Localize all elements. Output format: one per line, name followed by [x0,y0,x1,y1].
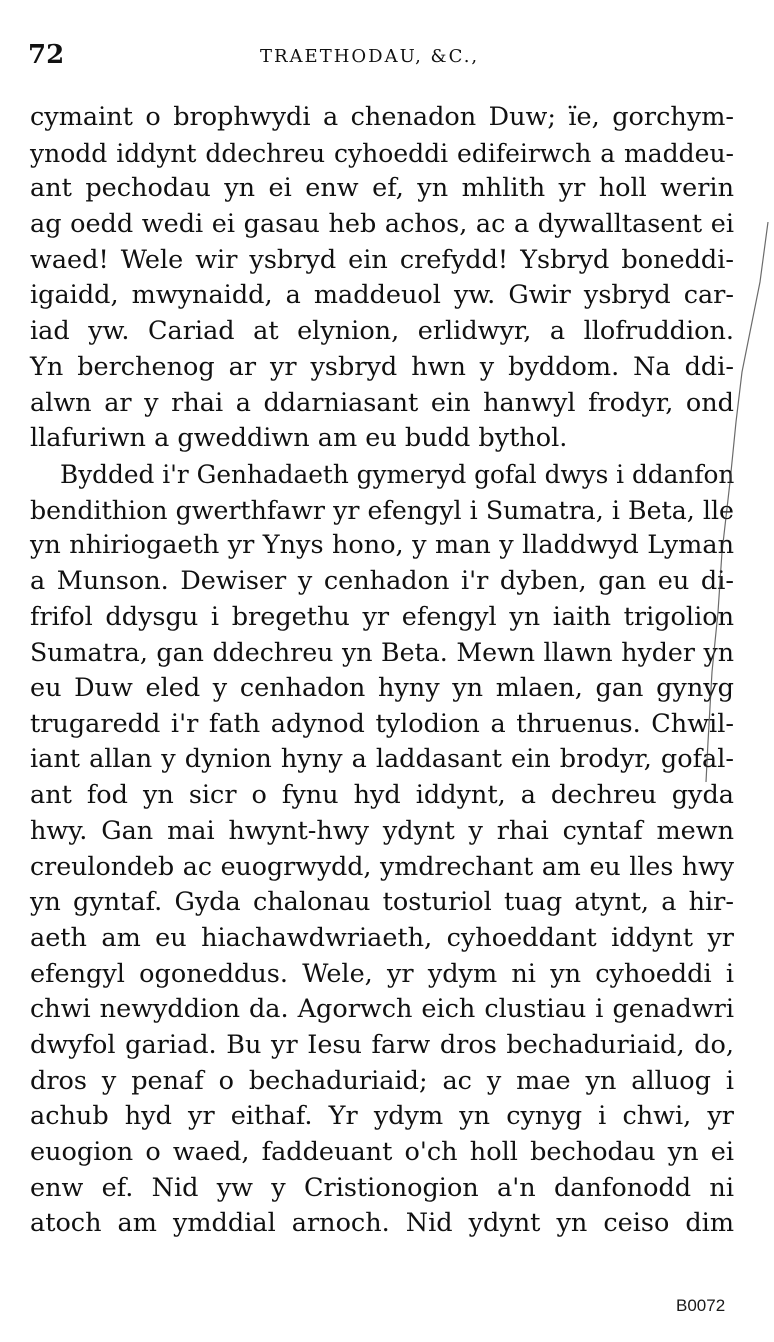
text-line: creulondeb ac euogrwydd, ymdrechant am eu lles hwy [30,852,734,882]
body-text [30,100,734,1242]
text-line: hwy. Gan mai hwynt-hwy ydynt y rhai cyntaf mewn [30,815,734,846]
text-line: aeth am eu hiachawdwriaeth, cyhoeddant iddynt yr [30,922,734,953]
page-number: 72 [28,40,65,70]
text-line: trugaredd i'r fath adynod tylodion a thruenus. Chwil- [30,708,734,739]
text-line: achub hyd yr eithaf. Yr ydym yn cynyg i chwi, yr [30,1101,734,1132]
text-line: efengyl ogoneddus. Wele, yr ydym ni yn cyhoeddi i [30,958,734,989]
text-line: Sumatra, gan ddechreu yn Beta. Mewn llawn hyder yn [30,638,734,668]
text-line: frifol ddysgu i bregethu yr efengyl yn iaith trigolion [30,601,734,632]
archive-stamp: B0072 [676,1296,726,1315]
paragraph-1 [30,100,734,457]
text-line: dwyfol gariad. Bu yr Iesu farw dros bechaduriaid, do, [30,1029,734,1060]
text-line: iad yw. Cariad at elynion, erlidwyr, a llofruddion. [30,316,734,347]
text-line: a Munson. Dewiser y cenhadon i'r dyben, gan eu di- [30,565,734,596]
page-header [28,40,748,74]
text-line: yn gyntaf. Gyda chalonau tosturiol tuag atynt, a hir- [30,887,734,918]
text-line: ant pechodau yn ei enw ef, yn mhlith yr holl werin [30,173,734,204]
text-line: yn nhiriogaeth yr Ynys hono, y man y lladdwyd Lyman [30,530,734,561]
text-line: eu Duw eled y cenhadon hyny yn mlaen, gan gynyg [30,673,734,703]
text-line: bendithion gwerthfawr yr efengyl i Sumatra, i Beta, lle [30,495,734,525]
text-line: iant allan y dynion hyny a laddasant ein brodyr, gofal- [30,744,734,775]
text-line: alwn ar y rhai a ddarniasant ein hanwyl frodyr, ond [30,387,734,418]
text-line: ag oedd wedi ei gasau heb achos, ac a dywalltasent ei [30,209,734,240]
text-line: Yn berchenog ar yr ysbryd hwn y byddom. Na ddi- [30,351,734,382]
text-line: waed! Wele wir ysbryd ein crefydd! Ysbryd boneddi- [30,244,734,275]
text-line: enw ef. Nid yw y Cristionogion a'n danfonodd ni [30,1172,734,1203]
paragraph-2 [30,457,734,1242]
text-line: euogion o waed, faddeuant o'ch holl bechodau yn ei [30,1136,734,1167]
text-line: Bydded i'r Genhadaeth gymeryd gofal dwys i ddanfon [60,459,735,489]
running-head: TRAETHODAU, &C., [260,46,480,67]
text-line: dros y penaf o bechaduriaid; ac y mae yn alluog i [30,1065,734,1096]
text-line: igaidd, mwynaidd, a maddeuol yw. Gwir ysbryd car- [30,280,734,311]
text-line: ant fod yn sicr o fynu hyd iddynt, a dechreu gyda [30,780,734,811]
text-line: llafuriwn a gweddiwn am eu budd bythol. [30,423,568,454]
text-line: atoch am ymddial arnoch. Nid ydynt yn ceiso dim [30,1208,734,1239]
text-line: chwi newyddion da. Agorwch eich clustiau i genadwri [30,994,734,1025]
text-line: ynodd iddynt ddechreu cyhoeddi edifeirwch a maddeu- [30,138,734,168]
text-line: cymaint o brophwydi a chenadon Duw; ïe, gorchym- [30,102,734,132]
